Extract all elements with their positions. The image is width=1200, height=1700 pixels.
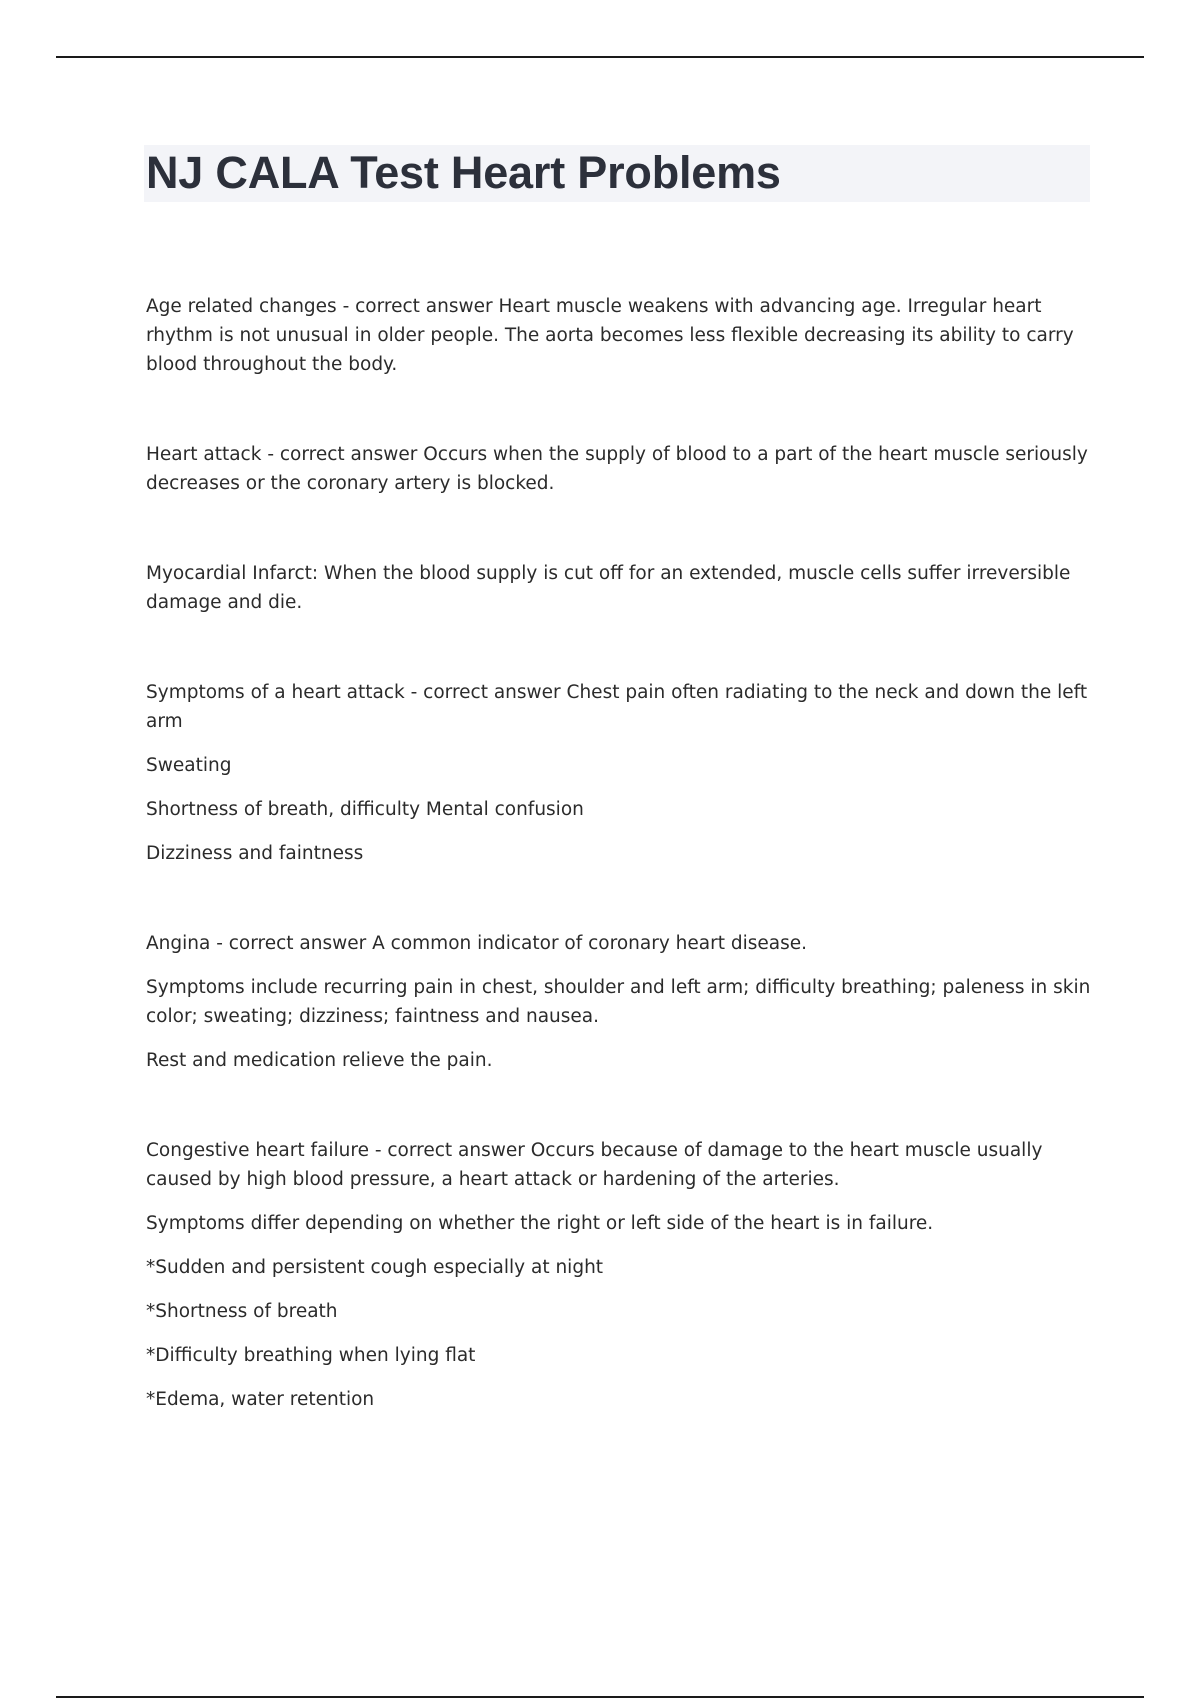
entry-paragraph: Age related changes - correct answer Heart muscle weakens with advancing age. Irregular heart rhythm is not unusual in older people. The aorta becomes less flexible decreasing its ability to carry blood throughout the body. bbox=[146, 296, 1074, 375]
entry-paragraph: Symptoms include recurring pain in chest, shoulder and left arm; difficulty breathing; paleness in skin color; sweating; dizziness; faintness and nausea. bbox=[146, 977, 1091, 1027]
entry-myocardial-infarct bbox=[146, 559, 1096, 617]
entry-paragraph: Sweating bbox=[146, 755, 232, 776]
entry-paragraph: Symptoms differ depending on whether the right or left side of the heart is in failure. bbox=[146, 1213, 934, 1234]
entry-paragraph: Symptoms of a heart attack - correct answer Chest pain often radiating to the neck and down the left arm bbox=[146, 682, 1088, 732]
entry-paragraph: Myocardial Infarct: When the blood supply is cut off for an extended, muscle cells suffer irreversible damage and die. bbox=[146, 563, 1071, 613]
entry-paragraph: Shortness of breath, difficulty Mental confusion bbox=[146, 799, 584, 820]
entry-congestive-heart-failure bbox=[146, 1136, 1096, 1414]
entry-paragraph: *Difficulty breathing when lying flat bbox=[146, 1345, 476, 1366]
bottom-rule bbox=[56, 1696, 1144, 1698]
entry-age-related-changes bbox=[146, 292, 1096, 379]
entry-heart-attack bbox=[146, 440, 1096, 498]
entry-angina bbox=[146, 929, 1096, 1075]
document-body bbox=[146, 292, 1096, 1414]
entry-paragraph: *Sudden and persistent cough especially at night bbox=[146, 1257, 604, 1278]
entry-paragraph: *Edema, water retention bbox=[146, 1389, 375, 1410]
entry-paragraph: *Shortness of breath bbox=[146, 1301, 338, 1322]
entry-heart-attack-symptoms bbox=[146, 678, 1096, 868]
top-rule bbox=[56, 56, 1144, 58]
entry-paragraph: Rest and medication relieve the pain. bbox=[146, 1050, 493, 1071]
page-title: NJ CALA Test Heart Problems bbox=[146, 147, 781, 198]
entry-paragraph: Heart attack - correct answer Occurs when the supply of blood to a part of the heart muscle seriously decreases or the coronary artery is blocked. bbox=[146, 444, 1088, 494]
entry-paragraph: Congestive heart failure - correct answer Occurs because of damage to the heart muscle usually caused by high blood pressure, a heart attack or hardening of the arteries. bbox=[146, 1140, 1043, 1190]
entry-paragraph: Dizziness and faintness bbox=[146, 843, 364, 864]
entry-paragraph: Angina - correct answer A common indicator of coronary heart disease. bbox=[146, 933, 807, 954]
